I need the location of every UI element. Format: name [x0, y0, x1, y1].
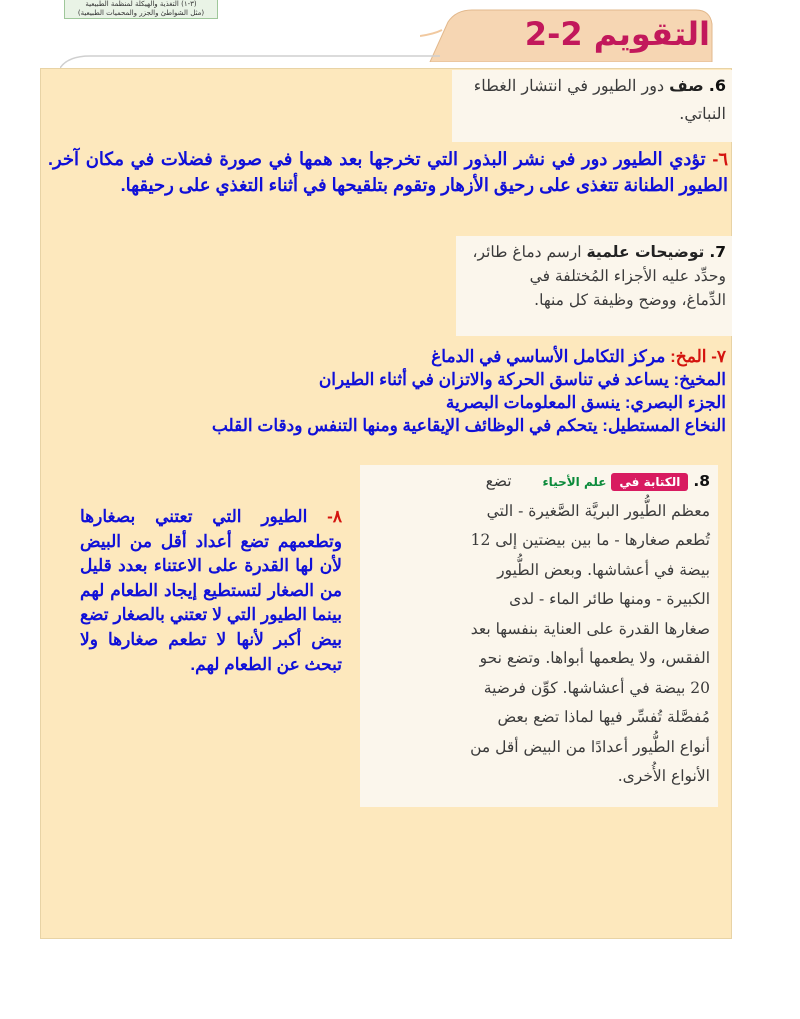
question-line: وحدِّد عليه الأجزاء المُختلفة في: [529, 267, 726, 285]
question-number: 6.: [708, 76, 726, 95]
answer-6: [48, 146, 728, 198]
section-title: التقويم 2-2: [524, 15, 710, 53]
question-6-box: [452, 70, 732, 142]
top-info-line-2: (مثل الشواطئ والجزر والمحميات الطبيعية): [77, 9, 205, 17]
question-line: مُفصَّلة تُفسِّر فيها لماذا تضع بعض: [497, 708, 710, 726]
answer-7: [120, 345, 726, 437]
answer-8: [80, 505, 342, 677]
page-top-strip: [0, 0, 800, 62]
top-info-line-1: (٣-١) التغذية والهيكلة لمنظمة الطبيعية: [85, 0, 197, 8]
answer-label: ٧- المخ:: [670, 347, 726, 366]
writing-ribbon: الكتابة في: [611, 473, 688, 491]
tab-swoosh: [60, 40, 440, 70]
question-line: الكبيرة - ومنها طائر الماء - لدى: [509, 590, 710, 608]
question-line: بيضة في أعشاشها. وبعض الطُّيور: [497, 560, 710, 579]
answer-line: النخاع المستطيل: يتحكم في الوظائف الإيقاعية ومنها التنفس ودقات القلب: [211, 416, 726, 435]
answer-label: ٨-: [327, 507, 342, 526]
question-line: صغارها القدرة على العناية بنفسها بعد: [470, 619, 710, 638]
answer-line: مركز التكامل الأساسي في الدماغ: [431, 347, 666, 366]
question-line: ارسم دماغ طائر،: [472, 243, 582, 261]
question-8-box: [360, 465, 718, 807]
question-heading: توضيحات علمية: [586, 243, 705, 261]
question-line: 20 بيضة في أعشاشها. كوِّن فرضية: [483, 678, 710, 697]
question-number: 8.: [693, 472, 710, 490]
answer-text: تؤدي الطيور دور في نشر البذور التي تخرجها بعد همها في صورة فضلات في مكان آخر. الطيور الطنانة تتغذى على رحيق الأزهار وتقوم بتلقيحها في أثناء التغذي على رحيقها.: [48, 149, 728, 195]
question-7-box: [456, 236, 732, 336]
answer-text: الطيور التي تعتني بصغارها وتطعمهم تضع أعداد أقل من البيض لأن لها القدرة على الاعتناء بعدد قليل من الصغار لتستطيع إيجاد الطعام لهم بينما الطيور التي لا تعتني بالصغار تضع بيض أكبر لأنها لا تطعم صغارها ولا تبحث عن الطعام لهم.: [80, 507, 342, 674]
question-text: دور الطيور في انتشار الغطاء النباتي.: [473, 76, 726, 123]
answer-line: المخيخ: يساعد في تناسق الحركة والاتزان في أثناء الطيران: [318, 370, 726, 389]
question-line: أنواع الطُّيور أعدادًا من البيض أقل من: [470, 737, 710, 756]
question-number: 7.: [709, 243, 726, 261]
question-line: الفقس، ولا يطعمها أبواها. وتضع نحو: [479, 649, 710, 667]
question-line: تضع: [485, 472, 512, 490]
biology-tag: علم الأحياء: [542, 475, 607, 489]
answer-line: الجزء البصري: ينسق المعلومات البصرية: [445, 393, 726, 412]
question-line: تُطعم صغارها - ما بين بيضتين إلى 12: [470, 531, 710, 549]
answer-label: ٦-: [712, 149, 728, 169]
question-line: الدِّماغ، ووضح وظيفة كل منها.: [534, 291, 726, 309]
question-verb: صف: [669, 76, 704, 95]
question-line: معظم الطُّيور البريَّة الصَّغيرة - التي: [486, 501, 710, 520]
question-line: الأنواع الأُخرى.: [617, 767, 710, 785]
top-info-box: [64, 0, 218, 19]
